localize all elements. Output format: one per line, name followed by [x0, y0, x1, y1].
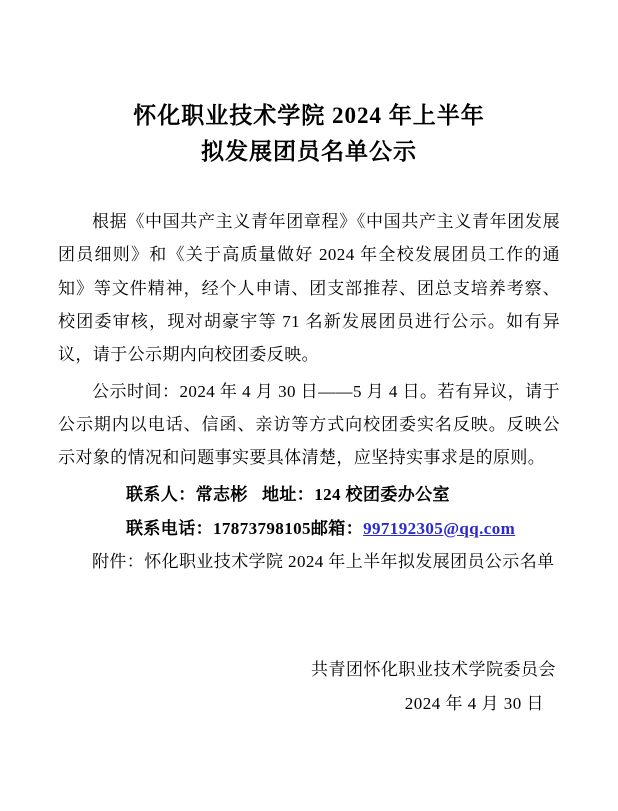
paragraph-1: 根据《中国共产主义青年团章程》《中国共产主义青年团发展团员细则》和《关于高质量做好 2024 年全校发展团员工作的通知》等文件精神，经个人申请、团支部推荐、团总支培养考察、校团委审核，现对胡豪宇等 71 名新发展团员进行公示。如有异议，请于公示期内向校团委反映。 — [58, 212, 560, 364]
contact-mail-label: 邮箱： — [310, 518, 364, 538]
signature-block — [311, 653, 556, 721]
title-line-1: 怀化职业技术学院 2024 年上半年 — [133, 103, 485, 128]
page-title — [58, 98, 560, 169]
contact-person-row — [58, 478, 560, 511]
contact-phone: 联系电话：17873798105 — [126, 518, 311, 538]
contact-phone-row — [58, 512, 560, 545]
signature-date: 2024 年 4 月 30 日 — [404, 694, 544, 713]
contact-address: 地址：124 校团委办公室 — [262, 485, 450, 505]
contact-mail-link[interactable]: 997192305@qq.com — [363, 518, 516, 538]
document-body — [58, 205, 560, 578]
contact-person: 联系人：常志彬 — [126, 485, 248, 505]
paragraph-2: 公示时间：2024 年 4 月 30 日——5 月 4 日。若有异议，请于公示期内以电话、信函、亲访等方式向校团委实名反映。反映公示对象的情况和问题事实要具体清楚，应坚持实事求是的原则。 — [58, 381, 560, 468]
attachment-line: 附件：怀化职业技术学院 2024 年上半年拟发展团员公示名单 — [92, 551, 555, 571]
signature-organization: 共青团怀化职业技术学院委员会 — [311, 660, 556, 679]
title-line-2: 拟发展团员名单公示 — [201, 138, 417, 164]
document-title — [58, 0, 560, 169]
